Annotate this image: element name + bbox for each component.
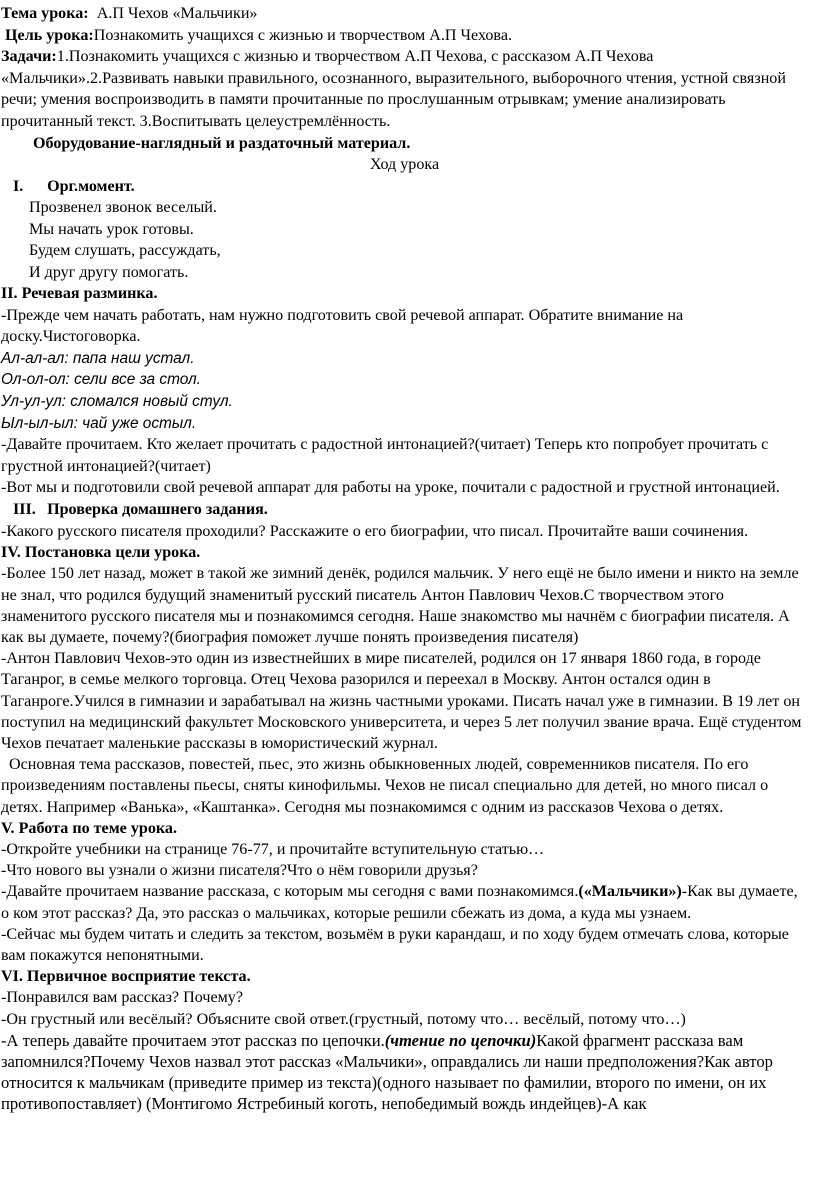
section2-paragraph: -Давайте прочитаем. Кто желает прочитать с радостной интонацией?(читает) Теперь кто попробует прочитать с грустной интонацией?(читает) — [1, 436, 769, 475]
section1-title: Орг.момент. — [47, 177, 135, 195]
section3-heading — [1, 499, 808, 521]
tasks-value: 1.Познакомить учащихся с жизнью и творчеством А.П Чехова, с рассказом А.П Чехова «Мальчики».2.Развивать навыки правильного, осознанного, выразительного, выборочного чтения, устной связной речи; умения воспроизводить в памяти прочитанные по прослушанным отрывкам; умение анализировать прочитанный текст. 3.Воспитывать целеустремлённость. — [1, 48, 786, 130]
equipment-text: Оборудование-наглядный и раздаточный материал. — [33, 134, 411, 152]
tongue-twister-line: Ал-ал-ал: папа наш устал. — [1, 349, 195, 367]
equipment-line — [1, 133, 808, 155]
goal-line — [1, 25, 808, 47]
tongue-twister-line: Ыл-ыл-ыл: чай уже остыл. — [1, 414, 197, 432]
section3-paragraph: -Какого русского писателя проходили? Расскажите о его биографии, что писал. Прочитайте ваши сочинения. — [1, 522, 749, 540]
tasks-label: Задачи: — [1, 48, 57, 66]
topic-value: А.П Чехов «Мальчики» — [96, 5, 258, 22]
section1-number: I. — [13, 177, 24, 195]
greeting-poem — [1, 197, 808, 283]
tongue-twister-line: Ул-ул-ул: сломался новый стул. — [1, 392, 233, 410]
tongue-twisters — [1, 348, 808, 434]
chain-reading-note: (чтение по цепочки) — [384, 1030, 537, 1050]
section5-paragraph: -Откройте учебники на странице 76-77, и прочитайте вступительную статью… — [1, 840, 545, 858]
goal-label: Цель урока: — [5, 26, 94, 44]
section6-heading: VI. Первичное восприятие текста. — [1, 968, 251, 986]
section5-paragraph: -Давайте прочитаем название рассказа, с которым мы сегодня с вами познакомимся.(«Мальчики»)-Как вы думаете, о ком этот рассказ? Да, это рассказ о мальчиках, которые решили сбежать из дома, а куда мы узнаем. — [1, 883, 798, 922]
story-title-bold: («Мальчики») — [578, 883, 682, 901]
topic-label: Тема урока: — [1, 5, 89, 22]
section6-paragraph: -Понравился вам рассказ? Почему? — [1, 989, 243, 1007]
section5-heading: V. Работа по теме урока. — [1, 819, 177, 837]
section4-block — [1, 542, 808, 818]
poem-line: Прозвенел звонок веселый. — [29, 199, 217, 217]
section4-paragraph: Основная тема рассказов, повестей, пьес, это жизнь обыкновенных людей, современников писателя. По его произведениям поставлены пьесы, сняты кинофильмы. Чехов не писал специально для детей, но много писал о детях. Например «Ванька», «Каштанка». Сегодня мы познакомимся с одним из рассказов Чехова о детях. — [1, 756, 773, 816]
section3-title: Проверка домашнего задания. — [47, 500, 268, 518]
section4-heading: IV. Постановка цели урока. — [1, 544, 201, 562]
section2-intro: -Прежде чем начать работать, нам нужно подготовить свой речевой аппарат. Обратите внимание на доску.Чистоговорка. — [1, 306, 684, 346]
section2-heading: II. Речевая разминка. — [1, 284, 158, 302]
section6-block — [1, 966, 808, 1114]
section3-number: III. — [13, 500, 36, 518]
section6-paragraph: -Он грустный или весёлый? Объясните свой ответ.(грустный, потому что… весёлый, потому что…) — [1, 1010, 686, 1028]
section4-paragraph: -Более 150 лет назад, может в такой же зимний денёк, родился мальчик. У него ещё не было имени и никто на земле не знал, что родился будущий знаменитый русский писатель Антон Павлович Чехов.С творчеством этого знаменитого русского писателя мы и познакомимся сегодня. Наше знакомство мы начнём с биографии писателя. А как вы думаете, почему?(биография поможет лучше понять произведения писателя) — [1, 565, 799, 646]
poem-line: И друг другу помогать. — [29, 263, 189, 281]
tasks-paragraph — [1, 46, 808, 132]
topic-line — [1, 3, 808, 25]
tongue-twister-line: Ол-ол-ол: сели все за стол. — [1, 371, 201, 389]
poem-line: Будем слушать, рассуждать, — [29, 242, 221, 260]
section2-paragraph: -Вот мы и подготовили свой речевой аппарат для работы на уроке, почитали с радостной и грустной интонацией. — [1, 479, 780, 497]
section1-heading — [1, 176, 808, 198]
poem-line: Мы начать урок готовы. — [29, 220, 194, 238]
section5-block — [1, 818, 808, 966]
section5-paragraph: -Сейчас мы будем читать и следить за текстом, возьмём в руки карандаш, и по ходу будем отмечать слова, которые вам покажутся непонятными. — [1, 925, 789, 964]
section6-paragraph: -А теперь давайте прочитаем этот рассказ по цепочки.(чтение по цепочки)Какой фрагмент рассказа вам запомнился?Почему Чехов назвал этот рассказ «Мальчики», оправдались ли наши предположения?Как автор относится к мальчикам (приведите пример из текста)(одного называет по фамилии, второго по имени, он их противопоставляет) (Монтигомо Ястребиный коготь, непобедимый вождь индейцев)-А как — [1, 1030, 773, 1114]
goal-value: Познакомить учащихся с жизнью и творчеством А.П Чехова. — [93, 26, 512, 44]
section4-paragraph: -Антон Павлович Чехов-это один из известнейших в мире писателей, родился он 17 января 1860 года, в городе Таганрог, в семье мелкого торговца. Отец Чехова разорился и переехал в Москву. Антон остался один в Таганроге.Учился в гимназии и зарабатывал на жизнь частными уроками. Писать начал уже в гимназии. В 19 лет он поступил на медицинский факультет Московского университета, и через 5 лет получил звание врача. Ещё студентом Чехов печатает маленькие рассказы в юмористический журнал. — [1, 650, 802, 752]
course-heading: Ход урока — [369, 156, 440, 174]
section5-paragraph: -Что нового вы узнали о жизни писателя?Что о нём говорили друзья? — [1, 862, 478, 880]
